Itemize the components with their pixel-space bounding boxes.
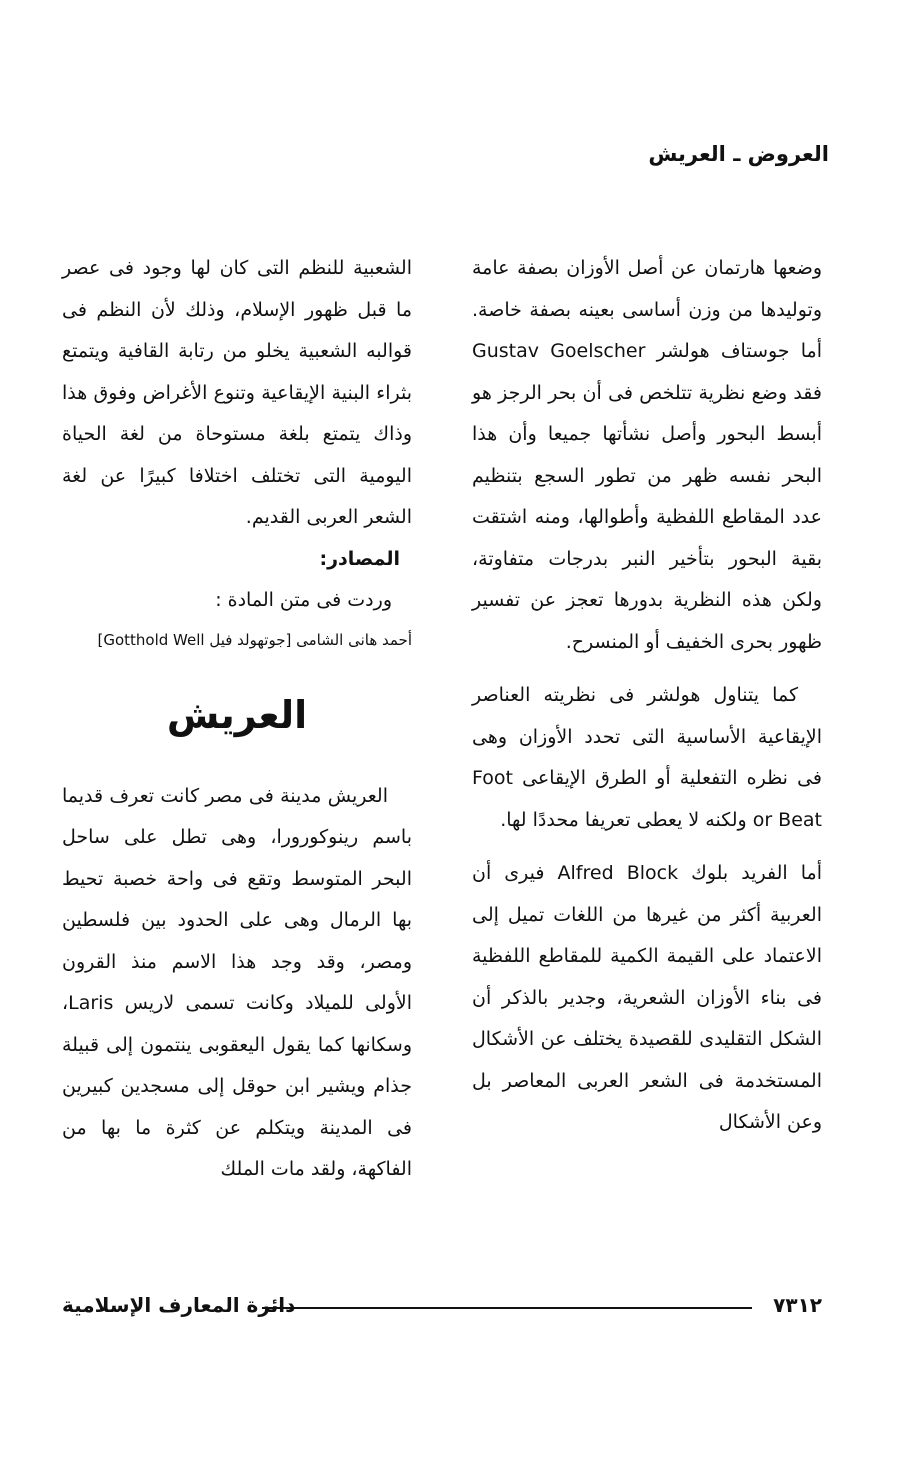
author-attribution: أحمد هانى الشامى [جوتهولد فيل Gotthold Well] [97, 630, 412, 649]
running-head: العروض ـ العريش [648, 142, 829, 166]
left-column [62, 248, 412, 1191]
body-paragraph: كما يتناول هولشر فى نظريته العناصر الإيقاعية الأساسية التى تحدد الأوزان وهى فى نظره التفعلية أو الطرق الإيقاعى Foot or Beat ولكنه لا يعطى تعريفا محددًا لها. [472, 684, 822, 831]
page-footer [62, 1293, 822, 1323]
body-paragraph: الشعبية للنظم التى كان لها وجود فى عصر ما قبل ظهور الإسلام، وذلك لأن النظم فى قوالبه الشعبية يخلو من رتابة القافية ويتمتع بثراء البنية الإيقاعية وتنوع الأغراض وفوق هذا وذاك يتمتع بلغة مستوحاة من لغة الحياة اليومية التى تختلف اختلافا كبيرًا عن لغة الشعر العربى القديم. [62, 257, 412, 528]
sources-heading: المصادر: [319, 547, 400, 570]
footer-rule [262, 1307, 752, 1309]
body-paragraph: وضعها هارتمان عن أصل الأوزان بصفة عامة وتوليدها من وزن أساسى بعينه بصفة خاصة. أما جوستاف هولشر Gustav Goelscher فقد وضع نظرية تتلخص فى أن بحر الرجز هو أبسط البحور وأصل نشأتها جميعا وأن هذا البحر نفسه ظهر من تطور السجع بتنظيم عدد المقاطع اللفظية وأطوالها، ومنه اشتقت بقية البحور بتأخير النبر بدرجات متفاوتة، ولكن هذه النظرية بدورها تعجز عن تفسير ظهور بحرى الخفيف أو المنسرح. [472, 257, 822, 653]
article-title: العريش [166, 692, 308, 737]
page-number: ٧٣١٢ [773, 1293, 822, 1317]
right-column [472, 248, 822, 1144]
publication-title: دائرة المعارف الإسلامية [62, 1293, 296, 1317]
body-paragraph: أما الفريد بلوك Alfred Block فيرى أن العربية أكثر من غيرها من اللغات تميل إلى الاعتماد على القيمة الكمية للمقاطع اللفظية فى بناء الأوزان الشعرية، وجدير بالذكر أن الشكل التقليدى للقصيدة يختلف عن الأشكال المستخدمة فى الشعر العربى المعاصر بل وعن الأشكال [472, 862, 822, 1133]
body-paragraph: العريش مدينة فى مصر كانت تعرف قديما باسم رينوكورورا، وهى تطل على ساحل البحر المتوسط وتقع فى واحة خصبة تحيط بها الرمال وهى على الحدود بين فلسطين ومصر، وقد وجد هذا الاسم منذ القرون الأولى للميلاد وكانت تسمى لاريس Laris، وسكانها كما يقول اليعقوبى ينتمون إلى قبيلة جذام ويشير ابن حوقل إلى مسجدين كبيرين فى المدينة ويتكلم عن كثرة ما بها من الفاكهة، ولقد مات الملك [62, 784, 412, 1180]
sources-line: وردت فى متن المادة : [215, 589, 392, 611]
